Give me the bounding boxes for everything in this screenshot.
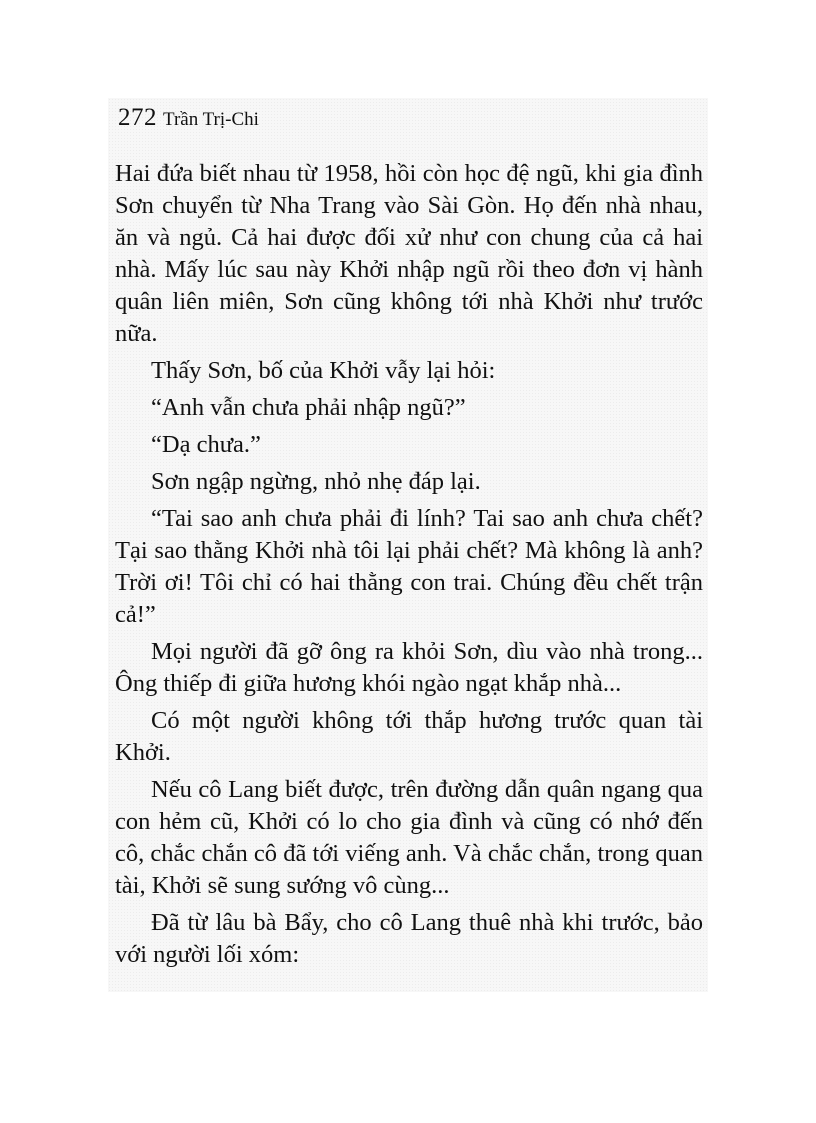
running-header	[118, 104, 358, 138]
paragraph: “Dạ chưa.”	[151, 431, 261, 458]
paragraph: Đã từ lâu bà Bẩy, cho cô Lang thuê nhà khi trước, bảo với người lối xóm:	[115, 909, 703, 968]
body-text	[115, 158, 703, 976]
paragraph: Có một người không tới thắp hương trước quan tài Khởi.	[115, 707, 703, 766]
paragraph: “Tai sao anh chưa phải đi lính? Tai sao anh chưa chết? Tại sao thằng Khởi nhà tôi lại phải chết? Mà không là anh? Trời ơi! Tôi chỉ có hai thằng con trai. Chúng đều chết trận cả!”	[115, 505, 703, 628]
paragraph: “Anh vẫn chưa phải nhập ngũ?”	[151, 394, 466, 421]
paragraph: Nếu cô Lang biết được, trên đường dẫn quân ngang qua con hẻm cũ, Khởi có lo cho gia đình và cũng có nhớ đến cô, chắc chắn cô đã tới viếng anh. Và chắc chắn, trong quan tài, Khởi sẽ sung sướng vô cùng...	[115, 776, 703, 899]
text-block	[108, 98, 708, 992]
paragraph: Hai đứa biết nhau từ 1958, hồi còn học đệ ngũ, khi gia đình Sơn chuyển từ Nha Trang vào Sài Gòn. Họ đến nhà nhau, ăn và ngủ. Cả hai được đối xử như con chung của cả hai nhà. Mấy lúc sau này Khởi nhập ngũ rồi theo đơn vị hành quân liên miên, Sơn cũng không tới nhà Khởi như trước nữa.	[115, 160, 703, 347]
paragraph: Sơn ngập ngừng, nhỏ nhẹ đáp lại.	[151, 468, 481, 495]
page-number: 272	[118, 104, 157, 131]
paragraph: Mọi người đã gỡ ông ra khỏi Sơn, dìu vào nhà trong... Ông thiếp đi giữa hương khói ngào ngạt khắp nhà...	[115, 638, 703, 697]
running-header-title: Trần Trị-Chi	[163, 109, 259, 130]
paragraph: Thấy Sơn, bố của Khởi vẫy lại hỏi:	[151, 357, 496, 384]
